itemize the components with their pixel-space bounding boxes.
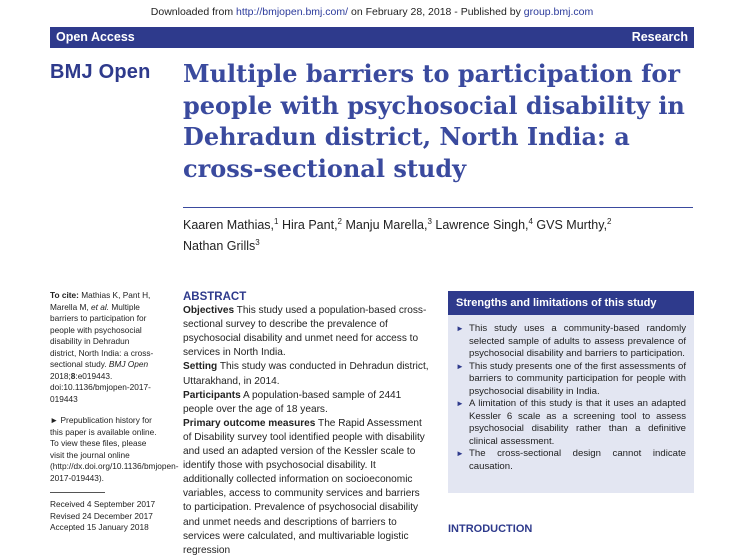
strengths-heading: Strengths and limitations of this study (448, 291, 694, 315)
prepublication-note: ► Prepublication history for this paper is available online. To view these files, please visit the journal online (http://dx.doi.org/10.1136/bmjopen-2017-019443). (50, 415, 179, 483)
abstract-participants: Participants A population-based sample of 2441 people over the age of 18 years. (183, 389, 402, 415)
open-access-label: Open Access (56, 30, 135, 44)
triangle-bullet-icon: ► (456, 361, 464, 371)
strengths-list (448, 323, 694, 473)
author: Lawrence Singh,$^4$ (431, 217, 533, 233)
citation-sidebar (50, 290, 179, 534)
download-prefix: Downloaded from (150, 6, 236, 18)
abstract-outcomes: Primary outcome measures The Rapid Assessment of Disability survey tool identified people with disability and used an adapted version of the Kessler scale to identify those with psychosocial disability. It additionally collected information on socioeconomic variables, access to community services and barriers to participation. Prevalence of psychosocial disability and unmet needs and descriptions of barriers to services were calculated, and multivariable logistic regression (183, 417, 425, 556)
list-item: ► This study presents one of the first assessments of barriers to community participation for people with psychosocial disability in India. (456, 360, 686, 397)
author: Manju Marella,$^3$ (342, 217, 432, 233)
abstract (183, 290, 429, 558)
introduction-heading: INTRODUCTION (448, 523, 533, 535)
article-title: Multiple barriers to participation for people with psychosocial disability in Dehradun district, North India: a cross-sectional study (183, 59, 685, 183)
download-notice (0, 6, 744, 18)
title-divider (183, 207, 693, 208)
author-list (183, 213, 683, 255)
revised-date: Revised 24 December 2017 (50, 510, 153, 521)
sidebar-divider (50, 492, 105, 493)
author: Kaaren Mathias,$^1$ (183, 217, 279, 233)
author: GVS Murthy,$^2$ (532, 217, 612, 233)
group-bmj-link[interactable]: group.bmj.com (523, 6, 594, 18)
accepted-date: Accepted 15 January 2018 (50, 522, 149, 532)
triangle-bullet-icon: ► (456, 324, 464, 333)
received-date: Received 4 September 2017 (50, 499, 156, 509)
strengths-limitations-box (448, 291, 694, 493)
list-item: ► This study uses a community-based randomly selected sample of adults to assess prevalence of psychosocial disability and barriers to participation. (456, 323, 686, 359)
abstract-setting: Setting This study was conducted in Dehradun district, Uttarakhand, in 2014. (183, 361, 429, 387)
list-item: ► A limitation of this study is that it uses an adapted Kessler 6 scale as a screening tool to assess psychosocial disability rather than a definitive clinical assessment. (456, 398, 686, 447)
triangle-bullet-icon: ► (456, 449, 464, 458)
triangle-bullet-icon: ► (456, 399, 464, 408)
citation-block: To cite: Mathias K, Pant H, Marella M, et al. Multiple barriers to participation for people with psychosocial disability in Dehradun district, North India: a cross-sectional study. BMJ Open 2018;8:e019443. doi:10.1136/bmjopen-2017-019443 (50, 290, 154, 404)
list-item: ► The cross-sectional design cannot indicate causation. (456, 448, 686, 472)
author: Hira Pant,$^2$ (278, 217, 342, 233)
header-bar (50, 27, 694, 48)
abstract-heading: ABSTRACT (183, 291, 247, 303)
article-type-label: Research (631, 30, 688, 44)
bmjopen-link[interactable]: http://bmjopen.bmj.com/ (236, 6, 349, 18)
journal-logo: BMJ Open (50, 61, 151, 83)
author: Nathan Grills$^3$ (183, 238, 260, 254)
abstract-objectives: Objectives This study used a population-based cross-sectional survey to describe the prevalence of psychosocial disability and unmet need for access to services in North India. (183, 305, 427, 359)
download-middle: on February 28, 2018 - Published by (348, 6, 524, 18)
